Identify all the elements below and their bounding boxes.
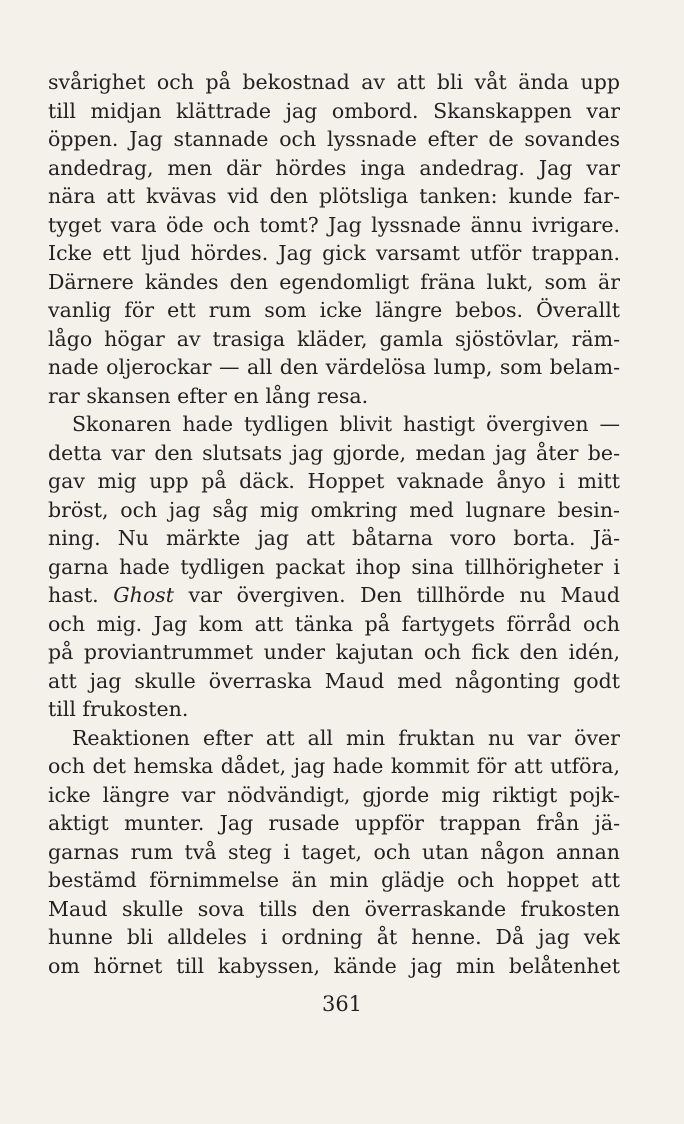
text-line: Reaktionen efter att all min fruktan nu var över <box>72 725 620 750</box>
text-line: garnas rum två steg i taget, och utan någon annan <box>48 839 620 864</box>
body-text <box>48 68 620 980</box>
text-line: Skonaren hade tydligen blivit hastigt övergiven — <box>72 412 620 436</box>
text-line: och mig. Jag kom att tänka på fartygets förråd och <box>48 611 620 636</box>
text-line: rar skansen efter en lång resa. <box>48 383 369 408</box>
text-line: att jag skulle överraska Maud med någonting godt <box>48 668 620 693</box>
text-line: Maud skulle sova tills den överraskande frukosten <box>48 896 620 921</box>
text-line: bestämd förnimmelse än min glädje och hoppet att <box>48 868 620 892</box>
text-line: till frukosten. <box>48 697 189 721</box>
text-line: svårighet och på bekostnad av att bli våt ända upp <box>48 70 620 94</box>
text-line: tyget vara öde och tomt? Jag lyssnade ännu ivrigare. <box>48 212 620 237</box>
text-line: Därnere kändes den egendomligt fräna lukt, som är <box>48 269 620 294</box>
text-line: om hörnet till kabyssen, kände jag min belåtenhet <box>48 953 620 978</box>
text-line: hunne bli alldeles i ordning åt henne. Då jag vek <box>48 925 620 949</box>
text-line: nära att kvävas vid den plötsliga tanken: kunde far- <box>48 184 620 208</box>
text-line: lågo högar av trasiga kläder, gamla sjöstövlar, räm- <box>48 326 620 351</box>
text-line-with-ship-name <box>48 581 620 610</box>
text-line: öppen. Jag stannade och lyssnade efter de sovandes <box>48 127 620 151</box>
page-number: 361 <box>321 992 363 1016</box>
text-line: andedrag, men där hördes inga andedrag. Jag var <box>48 155 620 180</box>
text-line: på proviantrummet under kajutan och fick den idén, <box>48 640 620 664</box>
text-line: nade oljerockar — all den värdelösa lump, som belam- <box>48 355 620 379</box>
text-line: Icke ett ljud hördes. Jag gick varsamt utför trappan. <box>48 241 620 265</box>
text-line: ning. Nu märkte jag att båtarna voro borta. Jä- <box>48 526 620 550</box>
text-line: gav mig upp på däck. Hoppet vaknade ånyo i mitt <box>48 469 620 493</box>
text-line: aktigt munter. Jag rusade uppför trappan från jä- <box>48 811 620 835</box>
text-line: icke längre var nödvändigt, gjorde mig riktigt pojk- <box>48 782 620 807</box>
text-line: till midjan klättrade jag ombord. Skanskappen var <box>48 98 620 123</box>
text-segment: var övergiven. Den tillhörde nu Maud <box>188 583 620 607</box>
text-line: detta var den slutsats jag gjorde, medan jag åter be- <box>48 440 620 465</box>
text-line: garna hade tydligen packat ihop sina tillhörigheter i <box>48 554 620 579</box>
text-segment: hast. <box>48 583 99 607</box>
ship-name: Ghost <box>113 583 174 607</box>
text-line: bröst, och jag såg mig omkring med lugnare besin- <box>48 497 620 522</box>
text-line: och det hemska dådet, jag hade kommit för att utföra, <box>48 754 620 778</box>
text-line: vanlig för ett rum som icke längre bebos. Överallt <box>48 298 620 322</box>
